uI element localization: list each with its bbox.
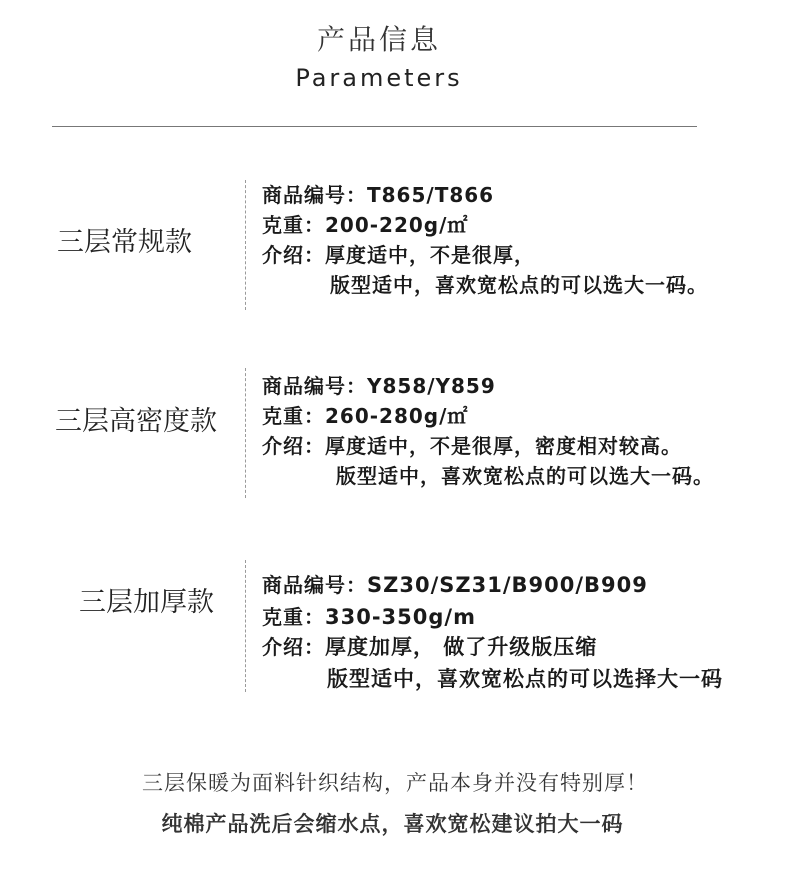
weight-value: 200-220g/㎡	[325, 213, 469, 237]
intro-row-2	[327, 663, 723, 693]
intro-line-1: 厚度加厚， 做了升级版压缩	[325, 635, 598, 659]
intro-line-2: 版型适中，喜欢宽松点的可以选择大一码	[327, 667, 723, 691]
intro-line-2: 版型适中，喜欢宽松点的可以选大一码。	[330, 273, 708, 297]
footer-note-2: 纯棉产品洗后会缩水点，喜欢宽松建议拍大一码	[161, 812, 624, 836]
weight-row	[262, 209, 468, 238]
intro-row-2	[330, 269, 708, 298]
weight-value: 260-280g/㎡	[325, 404, 469, 428]
intro-row	[262, 430, 682, 459]
intro-key: 介绍：	[262, 434, 325, 458]
product-code-row	[262, 179, 494, 208]
weight-row	[262, 601, 476, 630]
product-code-value: Y858/Y859	[367, 374, 496, 398]
weight-key: 克重：	[262, 404, 325, 428]
intro-row	[262, 239, 535, 268]
weight-row	[262, 400, 468, 429]
product-code-key: 商品编号：	[262, 573, 367, 597]
section-divider	[245, 180, 246, 310]
intro-key: 介绍：	[262, 243, 325, 267]
weight-key: 克重：	[262, 213, 325, 237]
intro-row	[262, 631, 597, 661]
intro-key: 介绍：	[262, 635, 325, 659]
intro-row-2	[336, 460, 714, 489]
page-title: 产品信息	[316, 23, 441, 56]
product-code-value: T865/T866	[367, 183, 495, 207]
product-code-value: SZ30/SZ31/B900/B909	[367, 573, 648, 597]
weight-key: 克重：	[262, 605, 325, 629]
product-code-key: 商品编号：	[262, 374, 367, 398]
footer-note-1: 三层保暖为面料针织结构，产品本身并没有特别厚！	[142, 771, 648, 795]
header-divider	[52, 126, 697, 127]
page-subtitle: Parameters	[295, 64, 463, 92]
product-code-row	[262, 370, 496, 399]
product-code-row	[262, 569, 648, 598]
intro-line-1: 厚度适中，不是很厚，	[325, 243, 535, 267]
intro-line-1: 厚度适中，不是很厚，密度相对较高。	[325, 434, 682, 458]
section-divider	[245, 368, 246, 498]
product-code-key: 商品编号：	[262, 183, 367, 207]
intro-line-2: 版型适中，喜欢宽松点的可以选大一码。	[336, 464, 714, 488]
section-label: 三层加厚款	[79, 587, 214, 618]
section-label: 三层常规款	[57, 227, 192, 258]
weight-value: 330-350g/m	[325, 605, 476, 629]
section-label: 三层高密度款	[55, 406, 217, 437]
section-divider	[245, 560, 246, 692]
